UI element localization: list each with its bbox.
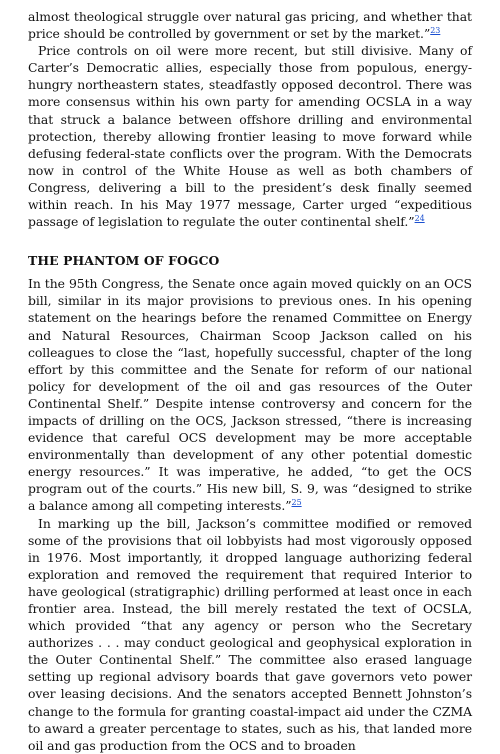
paragraph-95th-congress: [28, 275, 472, 514]
paragraph-text: In the 95th Congress, the Senate once again moved quickly on an OCS bill, similar in its major provisions to previous ones. In his opening statement on the hearings before the renamed Committee on Energy and Natural Resources, Chairman Scoop Jackson called on his colleagues to close the “last, hopefully successful, chapter of the long effort by this committee and the Senate for reform of our national policy for development of the oil and gas resources of the Outer Continental Shelf.” Despite intense controversy and concern for the impacts of drilling on the OCS, Jackson stressed, “there is increasing evidence that careful OCS development may be more acceptable environmentally than development of any other potential domestic energy resources.” It was imperative, he added, “to get the OCS program out of the courts.” His new bill, S. 9, was “designed to strike a balance among all competing interests.”: [28, 276, 472, 514]
paragraph-text: In marking up the bill, Jackson’s committee modified or removed some of the provisions that oil lobbyists had most vigorously opposed in 1976. Most importantly, it dropped language authorizing federal exploration and removed the requirement that required Interior to have geological (stratigraphic) drilling performed at least once in each frontier area. Instead, the bill merely restated the text of OCSLA, which provided “that any agency or person who the Secretary authorizes . . . may conduct geological and geophysical exploration in the Outer Continental Shelf.” The committee also erased language setting up regional advisory boards that gave governors veto power over leasing decisions. And the senators accepted Bennett Johnston’s change to the formula for granting coastal-impact aid under the CZMA to award a greater percentage to states, such as his, that landed more oil and gas production from the OCS and to broaden: [28, 515, 472, 753]
paragraph-marking-up: [28, 515, 472, 754]
footnote-link-24[interactable]: 24: [414, 214, 425, 223]
footnote-ref: [292, 498, 302, 507]
footnote-link-23[interactable]: 23: [430, 25, 441, 35]
footnote-ref: [415, 214, 425, 223]
paragraph-text: almost theological struggle over natural gas pricing, and whether that price should be controlled by government or set by the market.”: [28, 9, 472, 42]
section-heading: THE PHANTOM OF FOGCO: [28, 253, 220, 269]
paragraph-text: Price controls on oil were more recent, but still divisive. Many of Carter’s Democratic allies, especially those from populous, energy-hungry northeastern states, steadfastly opposed decontrol. There was more consensus within his own party for amending OCSLA in a way that struck a balance between offshore drilling and environmental protection, thereby allowing frontier leasing to move forward while defusing federal-state conflicts over the program. With the Democrats now in control of the White House as well as both chambers of Congress, delivering a bill to the president’s desk finally seemed within reach. In his May 1977 message, Carter urged “expeditious passage of legislation to regulate the outer continental shelf.”: [28, 43, 472, 230]
footnote-link-25[interactable]: 25: [291, 498, 302, 508]
paragraph-price-controls: [28, 42, 472, 230]
paragraph-continued: [28, 8, 472, 42]
footnote-ref: [430, 26, 440, 35]
